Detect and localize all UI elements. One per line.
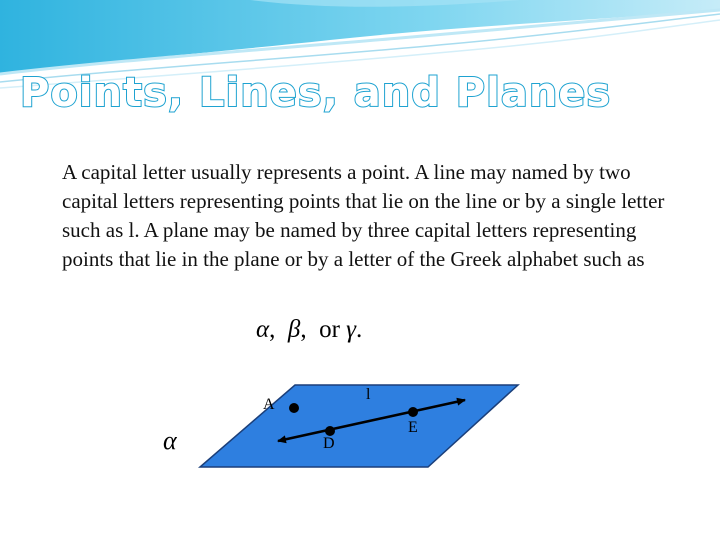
point-d-label: D: [323, 435, 335, 452]
comma-2: ,: [300, 316, 307, 343]
point-e: [408, 407, 418, 417]
greek-letters-example: [256, 316, 362, 344]
body-paragraph: A capital letter usually represents a point. A line may named by two capital letters representing points that lie on the line or by a single letter such as l. A plane may be named by three capital letters representing points that lie in the plane or by a letter of the Greek alphabet such as: [62, 160, 665, 271]
comma-1: ,: [269, 316, 276, 343]
point-a-label: A: [263, 396, 275, 413]
plane-diagram: [0, 370, 720, 475]
or-word: or: [319, 316, 340, 343]
line-l-label: l: [366, 386, 371, 403]
period: .: [356, 316, 363, 343]
plane-label-alpha: α: [163, 426, 177, 455]
plane-diagram-svg: [0, 370, 720, 470]
gamma-symbol: γ: [346, 316, 357, 343]
plane-alpha: [200, 385, 518, 467]
point-a: [289, 403, 299, 413]
slide-title: Points, Lines, and Planes: [20, 70, 612, 116]
point-e-label: E: [408, 419, 418, 436]
alpha-symbol: α: [256, 316, 270, 343]
beta-symbol: β: [287, 316, 301, 343]
